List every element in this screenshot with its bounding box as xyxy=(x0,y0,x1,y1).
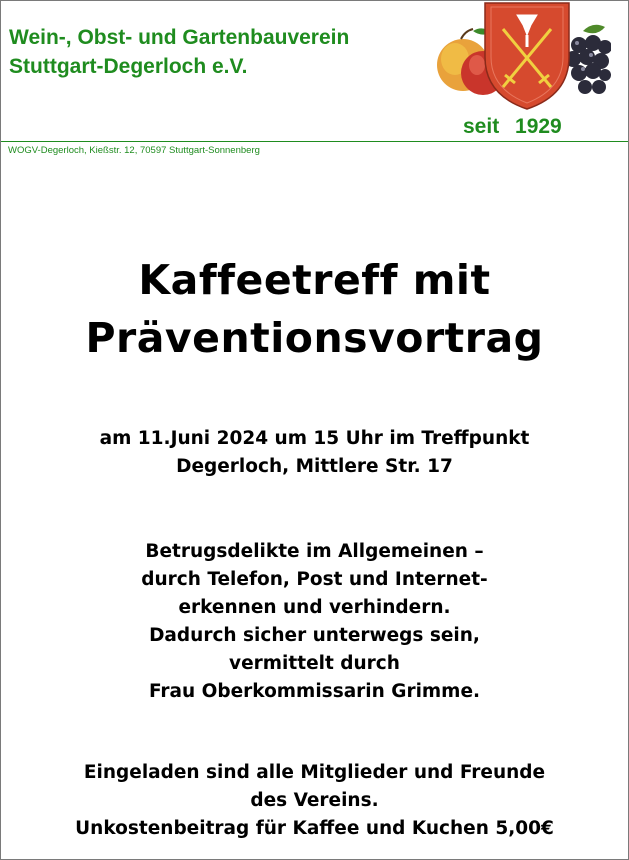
crest-with-fruit-logo xyxy=(433,1,611,113)
organization-name xyxy=(9,23,349,81)
header-divider xyxy=(1,141,628,142)
grapes-icon xyxy=(565,25,611,94)
invitation-line: Unkostenbeitrag für Kaffee und Kuchen 5,00€ xyxy=(75,818,554,839)
organization-name-line2: Stuttgart-Degerloch e.V. xyxy=(9,55,248,78)
description-line: vermittelt durch xyxy=(229,653,400,674)
description-line: erkennen und verhindern. xyxy=(178,597,451,618)
event-date-line1: am 11.Juni 2024 um 15 Uhr im Treffpunkt xyxy=(99,428,530,449)
event-date-line2: Degerloch, Mittlere Str. 17 xyxy=(176,456,453,477)
since-year: seit 1929 xyxy=(463,115,562,138)
event-title-line1: Kaffeetreff mit xyxy=(138,256,491,304)
shield-icon xyxy=(485,3,569,109)
invitation-line: Eingeladen sind alle Mitglieder und Freunde xyxy=(83,762,546,783)
event-title-line2: Präventionsvortrag xyxy=(85,314,544,362)
description-line: durch Telefon, Post und Internet- xyxy=(141,569,488,590)
description-line: Frau Oberkommissarin Grimme. xyxy=(148,681,481,702)
event-date-location xyxy=(1,425,628,481)
event-description xyxy=(1,538,628,706)
description-line: Betrugsdelikte im Allgemeinen – xyxy=(145,541,484,562)
organization-name-line1: Wein-, Obst- und Gartenbauverein xyxy=(9,26,350,49)
event-title xyxy=(1,251,628,367)
address-line: WOGV-Degerloch, Kießstr. 12, 70597 Stuttgart-Sonnenberg xyxy=(8,145,260,156)
invitation-text xyxy=(1,759,628,843)
description-line: Dadurch sicher unterwegs sein, xyxy=(149,625,480,646)
invitation-line: des Vereins. xyxy=(250,790,379,811)
